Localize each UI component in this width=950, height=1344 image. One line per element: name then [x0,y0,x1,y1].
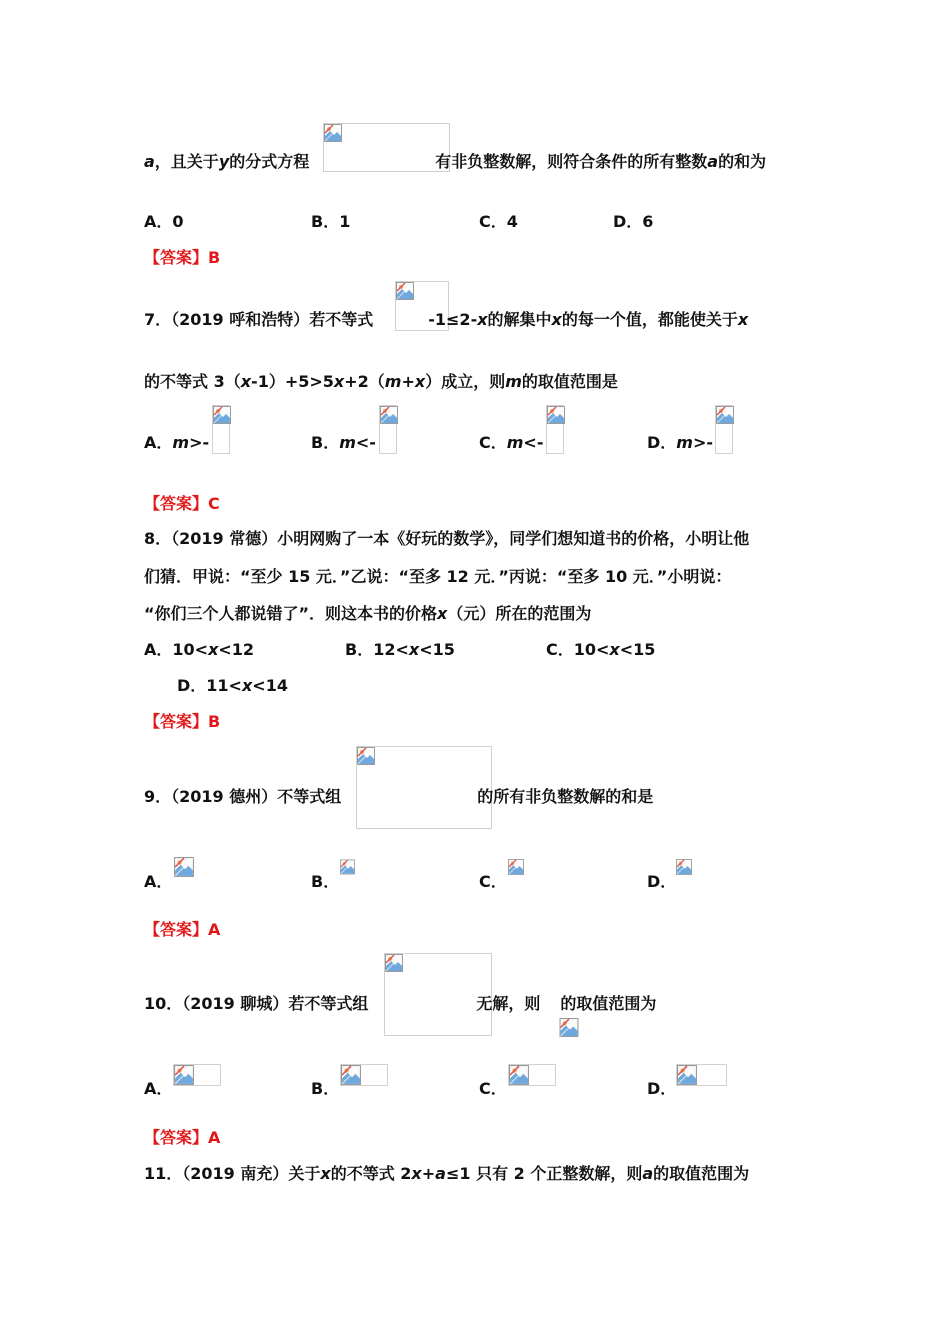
q9-option-c: C． [479,872,507,891]
q6-option-d: D．6 [613,212,654,231]
broken-image-icon [174,1065,194,1085]
q9-option-a: A． [144,872,173,891]
q9-answer: 【答案】A [144,920,221,939]
q6-option-b: B．1 [311,212,351,231]
broken-image-icon [340,857,355,877]
q10-option-d: D． [647,1079,677,1098]
broken-image-icon [396,282,414,300]
q10-option-a: A． [144,1079,173,1098]
q10-answer: 【答案】A [144,1128,221,1147]
q6-stem: a，且关于y的分式方程 有非负整数解，则符合条件的所有整数a的和为 [144,152,767,171]
q9-option-d: D． [647,872,677,891]
broken-image-icon [509,1065,529,1085]
q8-stem-line3: “你们三个人都说错了”．则这本书的价格x（元）所在的范围为 [144,604,592,623]
q7-stem-line1: 7．（2019 呼和浩特）若不等式 -1≤2-x的解集中x的每一个值，都能使关于x [144,310,749,329]
q7-option-a: A．m>- [144,433,210,452]
q7-option-d: D．m>- [647,433,714,452]
broken-image-icon [508,857,524,877]
broken-image-icon [676,857,692,877]
q7-option-c: C．m<- [479,433,544,452]
broken-image-icon [357,747,375,765]
q6-answer: 【答案】B [144,248,221,267]
range-image [508,1064,556,1086]
broken-image-icon [213,406,231,424]
q7-option-b: B．m<- [311,433,376,452]
broken-image-icon [380,406,398,424]
q8-option-c: C．10<x<15 [546,640,656,659]
fraction-image [546,405,564,454]
broken-image-icon [716,406,734,424]
q9-option-b: B． [311,872,340,891]
broken-image-icon [385,954,403,972]
q8-stem-line1: 8．（2019 常德）小明网购了一本《好玩的数学》，同学们想知道书的价格，小明让他 [144,529,750,548]
range-image [173,1064,221,1086]
q10-stem: 10．（2019 聊城）若不等式组 无解，则 的取值范围为 [144,994,657,1013]
q9-stem: 9．（2019 德州）不等式组 的所有非负整数解的和是 [144,787,654,806]
q7-answer: 【答案】C [144,494,220,513]
q11-stem: 11．（2019 南充）关于x的不等式 2x+a≤1 只有 2 个正整数解，则a的取值范围为 [144,1164,750,1183]
q8-answer: 【答案】B [144,712,221,731]
fraction-image [715,405,733,454]
broken-image-icon [677,1065,697,1085]
q10-option-b: B． [311,1079,340,1098]
fraction-image [379,405,397,454]
q7-stem-line2: 的不等式 3（x-1）+5>5x+2（m+x）成立，则m的取值范围是 [144,372,618,391]
q8-option-a: A．10<x<12 [144,640,255,659]
broken-image-icon [341,1065,361,1085]
fraction-image [212,405,230,454]
q10-option-c: C． [479,1079,507,1098]
q6-option-c: C．4 [479,212,518,231]
broken-image-icon [547,406,565,424]
broken-image-icon [173,857,195,877]
range-image [340,1064,388,1086]
broken-image-icon [559,1018,579,1037]
q8-option-d: D．11<x<14 [177,676,288,695]
q6-option-a: A．0 [144,212,184,231]
broken-image-icon [324,124,342,142]
q8-option-b: B．12<x<15 [345,640,455,659]
range-image [676,1064,727,1086]
q8-stem-line2: 们猜．甲说：“至少 15 元．”乙说：“至多 12 元．”丙说：“至多 10 元．”小明说： [144,567,732,586]
